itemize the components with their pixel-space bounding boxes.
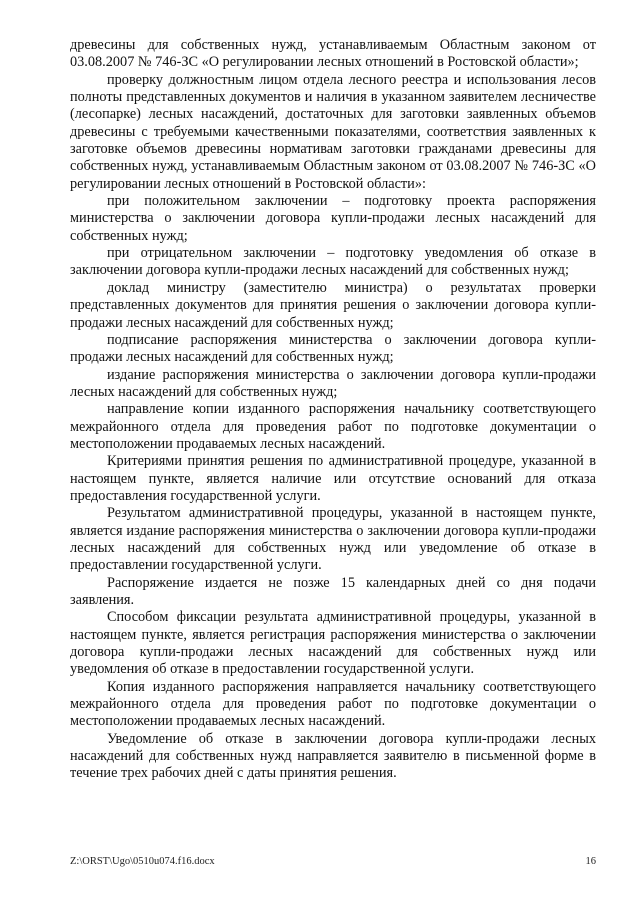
paragraph-issuing: издание распоряжения министерства о заключении договора купли-продажи лесных насаждений для собственных нужд; — [70, 366, 596, 400]
paragraph-check-documents: проверку должностным лицом отдела лесного реестра и использования лесов полноты представленных документов и наличия в указанном заявителем лесничестве (лесопарке) лесных насаждений, достаточных для заготовки заявленных объемов древесины с требуемыми качественными показателями, соответствия заявленных к заготовке объемов древесины нормативам заготовки гражданами древесины для собственных нужд, устанавливаемым Областным законом от 03.08.2007 № 746-ЗС «О регулировании лесных отношений в Ростовской области»: — [70, 71, 596, 192]
footer-file-path: Z:\ORST\Ugo\0510u074.f16.docx — [70, 856, 215, 867]
page-number: 16 — [585, 856, 596, 867]
paragraph-positive-conclusion: при положительном заключении – подготовку проекта распоряжения министерства о заключении договора купли-продажи лесных насаждений для собственных нужд; — [70, 193, 596, 244]
paragraph-issue-deadline: Распоряжение издается не позже 15 календарных дней со дня подачи заявления. — [70, 574, 596, 608]
paragraph-decision-criteria: Критериями принятия решения по административной процедуре, указанной в настоящем пункте, является наличие или отсутствие оснований для отказа предоставления государственной услуги. — [70, 453, 596, 504]
paragraph-sending-copy: направление копии изданного распоряжения начальнику соответствующего межрайонного отдела для проведения работ по подготовке документации о местоположении продаваемых лесных насаждений. — [70, 401, 596, 452]
paragraph-negative-conclusion: при отрицательном заключении – подготовку уведомления об отказе в заключении договора купли-продажи лесных насаждений для собственных нужд; — [70, 245, 596, 279]
paragraph-signing: подписание распоряжения министерства о заключении договора купли-продажи лесных насаждений для собственных нужд; — [70, 331, 596, 366]
paragraph-copy-sent: Копия изданного распоряжения направляется начальнику соответствующего межрайонного отдела для проведения работ по подготовке документации о местоположении продаваемых лесных насаждений. — [70, 678, 596, 730]
document-body — [70, 37, 596, 783]
paragraph-continuation: древесины для собственных нужд, устанавливаемым Областным законом от 03.08.2007 № 746-ЗС «О регулировании лесных отношений в Ростовской области»; — [70, 37, 596, 71]
paragraph-fixation-method: Способом фиксации результата административной процедуры, указанной в настоящем пункте, является регистрация распоряжения министерства о заключении договора купли-продажи лесных насаждений для собственных нужд или уведомления об отказе в предоставлении государственной услуги. — [70, 609, 596, 678]
paragraph-refusal-notice: Уведомление об отказе в заключении договора купли-продажи лесных насаждений для собственных нужд направляется заявителю в письменной форме в течение трех рабочих дней с даты принятия решения. — [70, 730, 596, 782]
paragraph-procedure-result: Результатом административной процедуры, указанной в настоящем пункте, является издание распоряжения министерства о заключении договора купли-продажи лесных насаждений для собственных нужд или уведомление об отказе в предоставлении государственной услуги. — [70, 505, 596, 574]
paragraph-report-minister: доклад министру (заместителю министра) о результатах проверки представленных документов для принятия решения о заключении договора купли-продажи лесных насаждений для собственных нужд; — [70, 279, 596, 331]
